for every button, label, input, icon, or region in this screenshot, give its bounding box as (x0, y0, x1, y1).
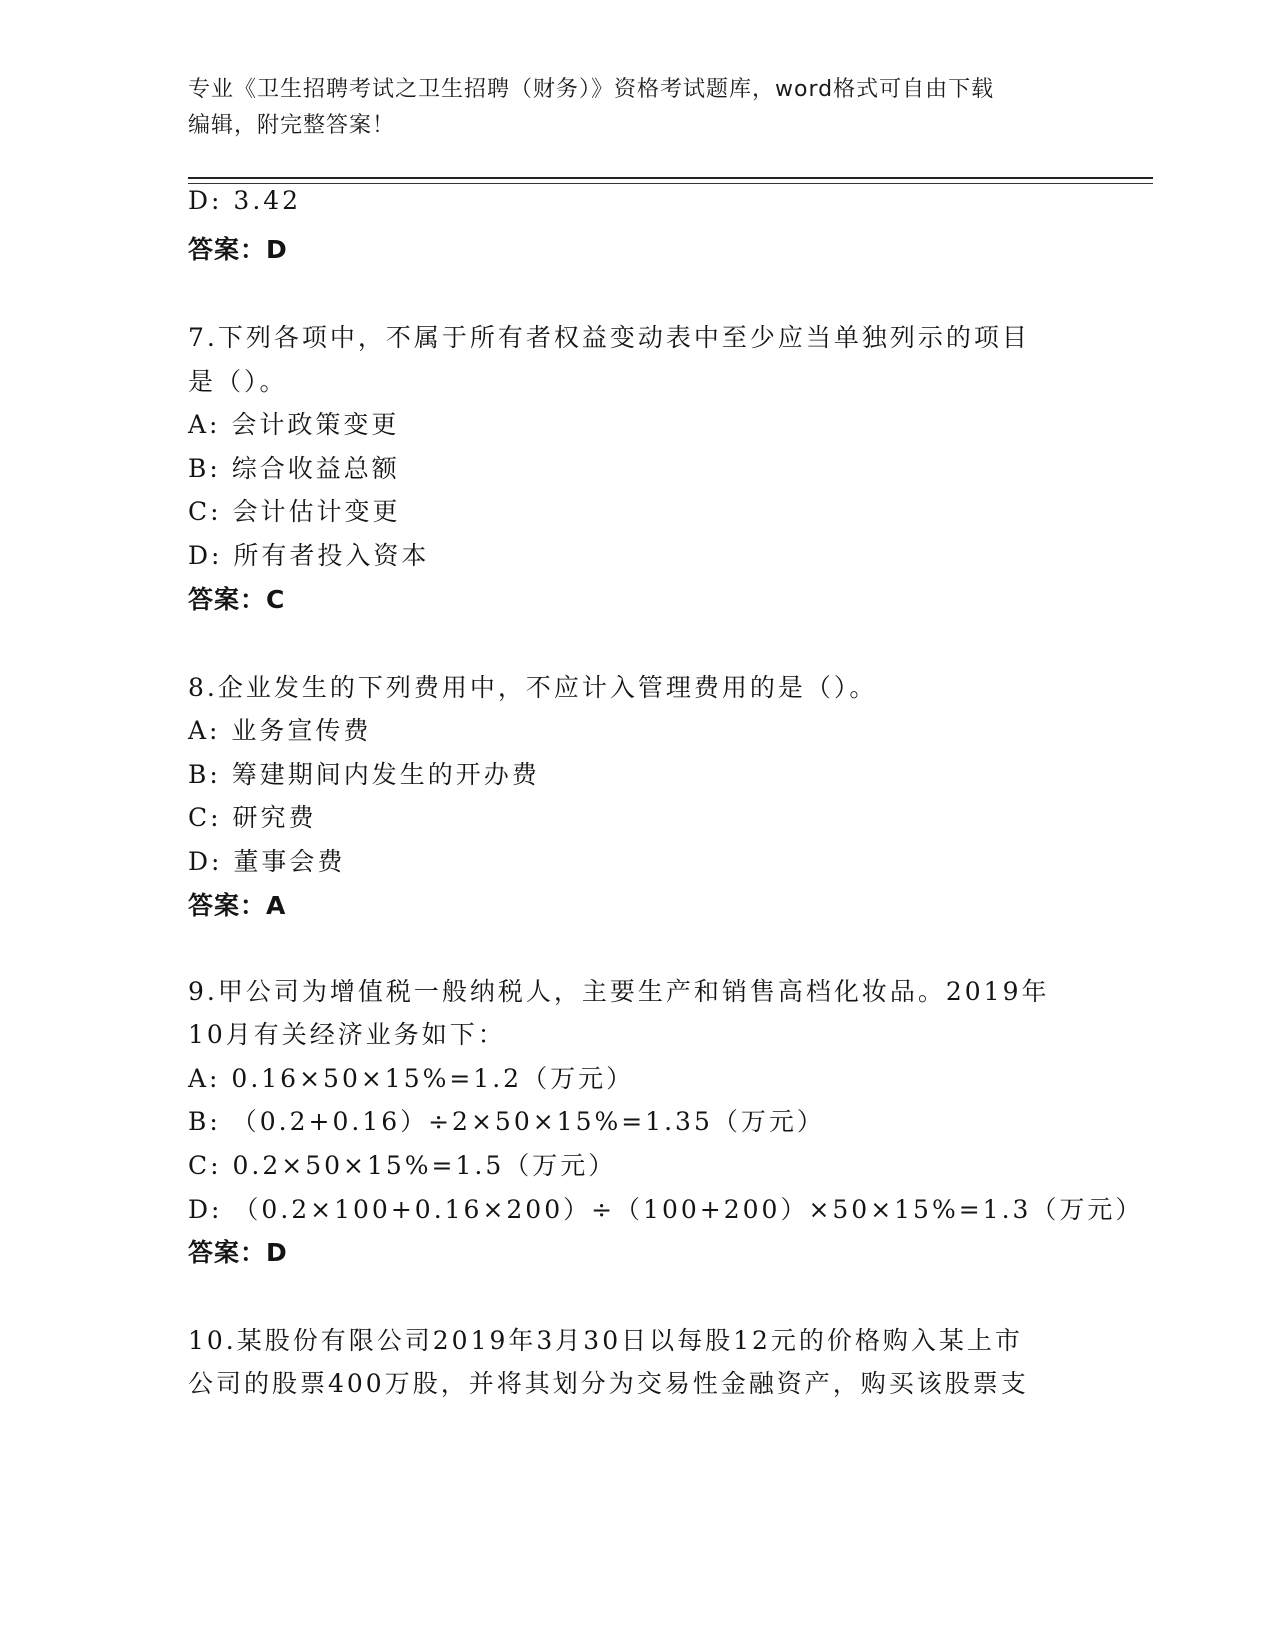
q10-stem-line-2: 公司的股票400万股，并将其划分为交易性金融资产，购买该股票支 (188, 1369, 1029, 1398)
q9-stem-line-1: 9.甲公司为增值税一般纳税人，主要生产和销售高档化妆品。2019年 (188, 977, 1050, 1006)
q7-stem-line-2: 是（）。 (188, 367, 288, 396)
q9-option-a: A: 0.16×50×15%=1.2（万元） (188, 1064, 635, 1093)
q8-option-a: A: 业务宣传费 (188, 716, 372, 745)
q8-option-b: B: 筹建期间内发生的开办费 (188, 760, 540, 789)
q7-option-b: B: 综合收益总额 (188, 454, 400, 483)
header-line-2: 编辑，附完整答案！ (188, 113, 396, 138)
q9-answer: 答案：D (188, 1238, 288, 1267)
q8-option-c: C: 研究费 (188, 803, 317, 832)
q8-option-d: D: 董事会费 (188, 847, 346, 876)
q6-option-d: D: 3.42 (188, 186, 302, 215)
q8-stem-line-1: 8.企业发生的下列费用中，不应计入管理费用的是（）。 (188, 673, 878, 702)
q7-option-d: D: 所有者投入资本 (188, 541, 430, 570)
q7-answer: 答案：C (188, 585, 286, 614)
q9-option-d: D: （0.2×100+0.16×200）÷（100+200）×50×15%=1.3（万元） (188, 1195, 1144, 1224)
header-divider-thick (188, 177, 1153, 179)
q10-stem-line-1: 10.某股份有限公司2019年3月30日以每股12元的价格购入某上市 (188, 1326, 1023, 1355)
q9-option-c: C: 0.2×50×15%=1.5（万元） (188, 1151, 617, 1180)
q7-option-a: A: 会计政策变更 (188, 410, 400, 439)
q6-answer: 答案：D (188, 235, 288, 264)
header-line-1: 专业《卫生招聘考试之卫生招聘（财务）》资格考试题库，word格式可自由下载 (188, 77, 995, 102)
q9-option-b: B: （0.2+0.16）÷2×50×15%=1.35（万元） (188, 1107, 825, 1136)
header-divider-thin (188, 183, 1153, 184)
q7-stem-line-1: 7.下列各项中，不属于所有者权益变动表中至少应当单独列示的项目 (188, 323, 1030, 352)
q9-stem-line-2: 10月有关经济业务如下： (188, 1020, 506, 1049)
q7-option-c: C: 会计估计变更 (188, 497, 401, 526)
document-header (188, 72, 1088, 144)
q8-answer: 答案：A (188, 891, 287, 920)
